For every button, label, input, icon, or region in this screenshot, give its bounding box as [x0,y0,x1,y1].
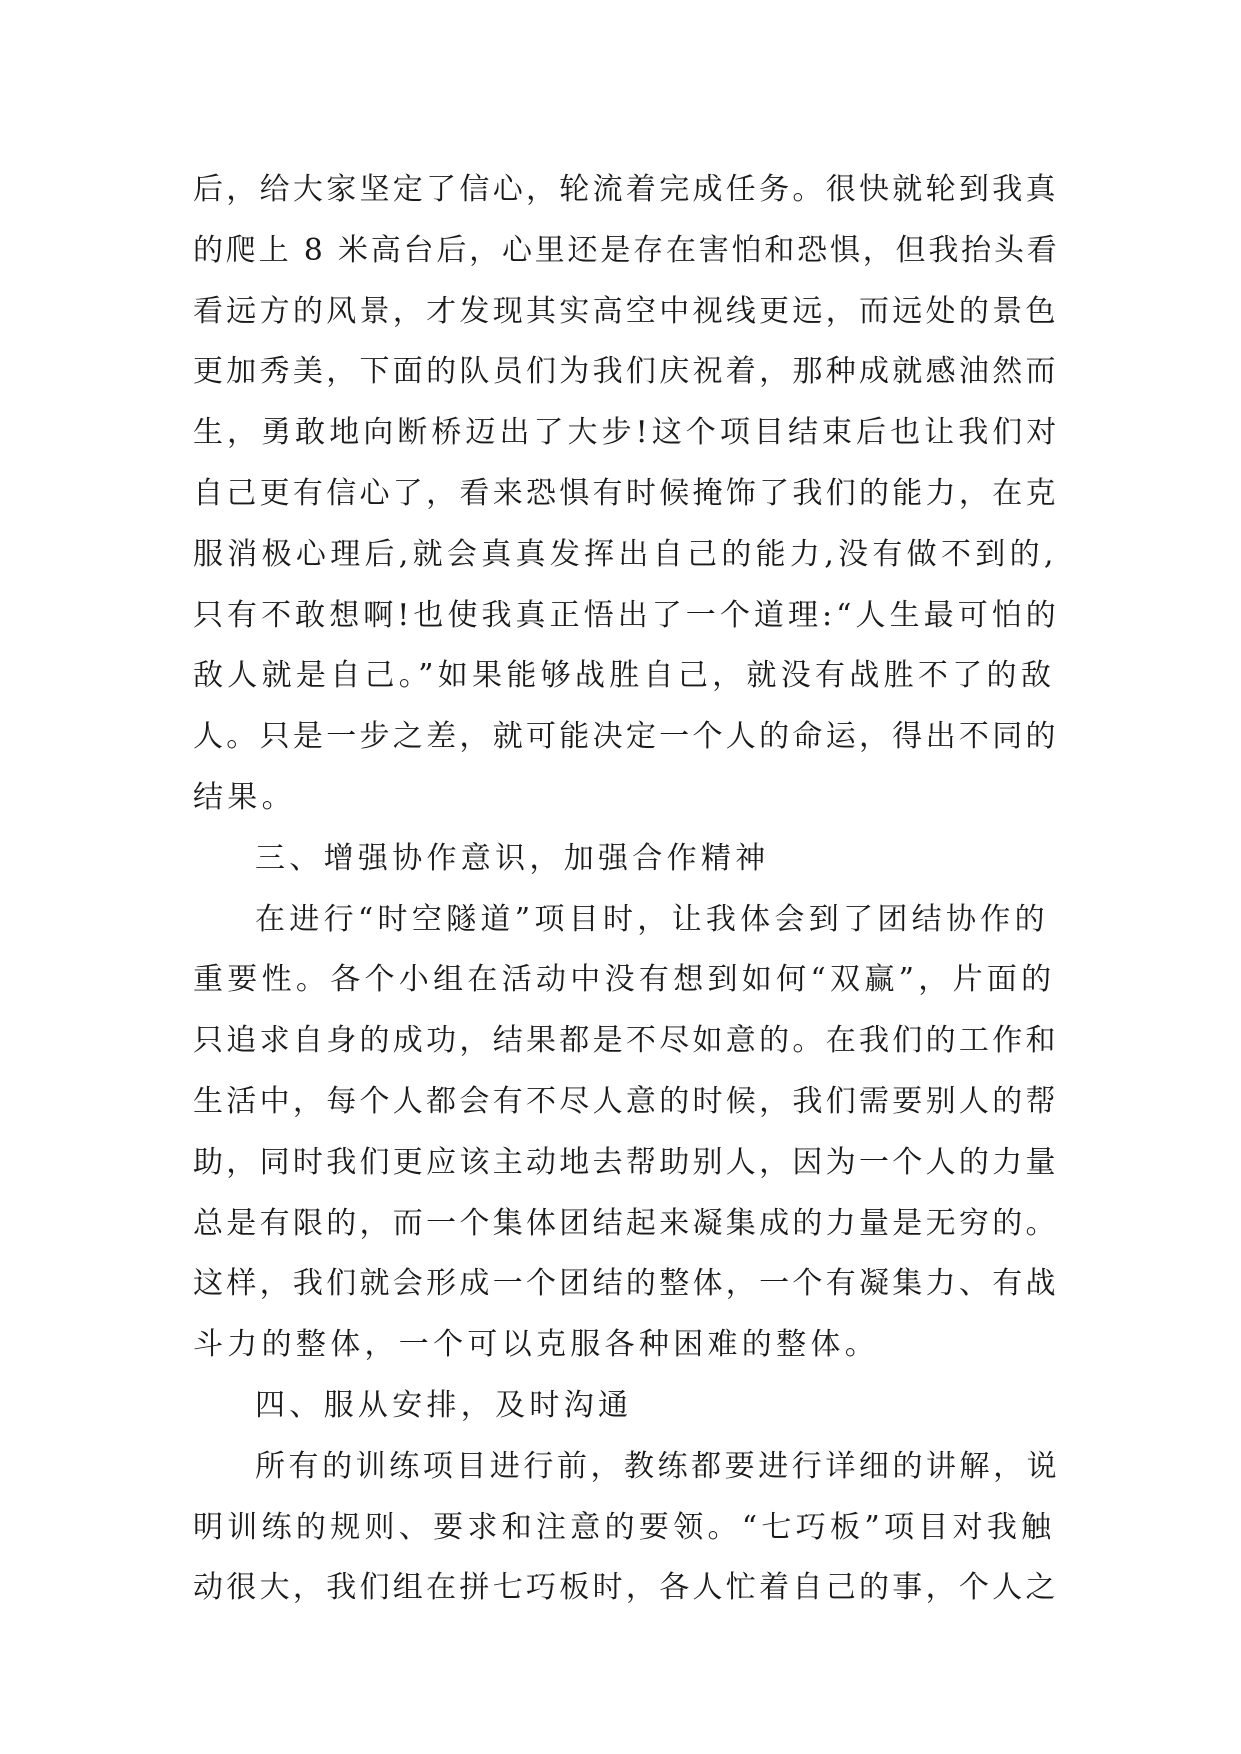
body-text [193,160,1063,1619]
text-line: 动很大，我们组在拼七巧板时，各人忙着自己的事，个人之 [193,1570,1059,1606]
text-line: 只追求自身的成功，结果都是不尽如意的。在我们的工作和 [193,1023,1059,1059]
text-line: 的爬上 8 米高台后，心里还是存在害怕和恐惧，但我抬头看 [193,232,1060,268]
text-line: 看远方的风景，才发现其实高空中视线更远，而远处的景色 [193,293,1059,329]
text-line: 斗力的整体，一个可以克服各种困难的整体。 [193,1327,879,1363]
text-line: 总是有限的，而一个集体团结起来凝集成的力量是无穷的。 [193,1205,1059,1241]
text-line: 服消极心理后,就会真真发挥出自己的能力,没有做不到的, [193,536,1058,572]
text-line: 重要性。各个小组在活动中没有想到如何“双赢”，片面的 [193,962,1056,998]
text-line: 明训练的规则、要求和注意的要领。“七巧板”项目对我触 [193,1509,1056,1545]
text-line: 这样，我们就会形成一个团结的整体，一个有凝集力、有战 [193,1266,1059,1302]
text-line: 结果。 [193,779,296,815]
paragraph-first-line: 所有的训练项目进行前，教练都要进行详细的讲解，说 [255,1448,1061,1484]
paragraph-first-line: 在进行“时空隧道”项目时，让我体会到了团结协作的 [255,901,1049,937]
text-line: 更加秀美，下面的队员们为我们庆祝着，那种成就感油然而 [193,354,1059,390]
text-line: 敌人就是自己。”如果能够战胜自己，就没有战胜不了的敌 [193,658,1056,694]
text-line: 只有不敢想啊!也使我真正悟出了一个道理:“人生最可怕的 [193,597,1060,633]
text-line: 生，勇敢地向断桥迈出了大步!这个项目结束后也让我们对 [193,415,1061,451]
text-line: 生活中，每个人都会有不尽人意的时候，我们需要别人的帮 [193,1083,1059,1119]
paragraph-first-line: 三、增强协作意识，加强合作精神 [255,840,770,876]
text-line: 人。只是一步之差，就可能决定一个人的命运，得出不同的 [193,719,1059,755]
text-line: 后，给大家坚定了信心，轮流着完成任务。很快就轮到我真 [193,172,1059,207]
text-line: 助，同时我们更应该主动地去帮助别人，因为一个人的力量 [193,1144,1059,1180]
paragraph-first-line: 四、服从安排，及时沟通 [255,1387,633,1423]
text-line: 自己更有信心了，看来恐惧有时候掩饰了我们的能力，在克 [193,475,1059,511]
